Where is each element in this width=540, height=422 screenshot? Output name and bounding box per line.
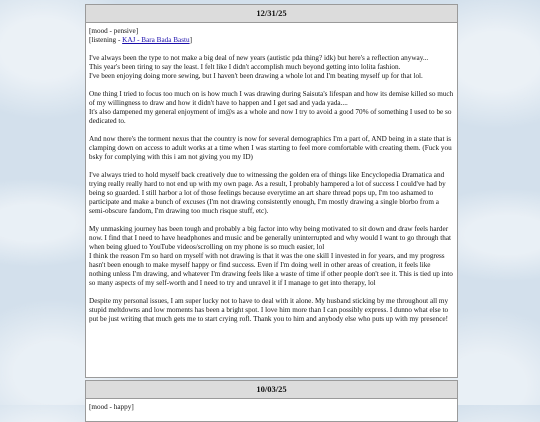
entry-paragraph: I've always tried to hold myself back creatively due to witnessing the golden era of things like Encyclopedia Dramatica and trying really really hard to not end up with my own page. As a result, I probably hampered a lot of success I could've had by being so guarded. I still harbor a lot of those feelings because everytime an art share thread pops up, I'm too ashamed to participate and make a bunch of excuses (I'm not drawing consistently enough, I'm mostly drawing a single blorbo from a semi-obscure fandom, I'm drawing too much risque stuff, etc).: [89, 171, 446, 215]
mood-line: [mood - happy]: [89, 403, 134, 411]
entry-paragraph: [89, 90, 454, 126]
journal-entry: [85, 380, 458, 422]
entry-line: I've been enjoying doing more sewing, but I haven't been drawing a whole lot and I'm beating myself up for that lol.: [89, 72, 423, 80]
entry-line: I think the reason I'm so hard on myself with not drawing is that it was the one skill I invested in for years, and my progress hasn't been enough to make myself happy or find success. Even if I'm doing well in other areas of creation, it feels like nothing unless I'm drawing, and whatever I'm drawing feels like a waste of time if other people don't see it. This is tied up into so many aspects of my self-worth and I need to try and unravel it if I manage to get into therapy, lol: [89, 252, 453, 287]
entry-line: My unmasking journey has been tough and probably a big factor into why being motivated to sit down and draw feels harder now. I find that I need to have headphones and music and be generally uninterrupted and why would I want to go through that when being glued to YouTube videos/scrolling on my phone is so much easier, lol: [89, 225, 452, 251]
entry-body: [86, 23, 457, 324]
entry-paragraph: Despite my personal issues, I am super lucky not to have to deal with it alone. My husband sticking by me throughout all my stupid meltdowns and low moments has been a bright spot. I love him more than I can possibly express. I dunno what else to put be just writing that much gets me to start crying rofl. Thank you to him and anybody else who puts up with my presence!: [89, 297, 449, 323]
listening-prefix: [listening -: [89, 36, 123, 44]
entry-line: It's also dampened my general enjoyment of im@s as a whole and now I try to avoid a good 70% of something I used to be so dedicated to.: [89, 108, 452, 125]
entry-meta: [89, 27, 454, 45]
entry-line: This year's been tiring to say the least. I felt like I didn't accomplish much beyond getting into lolita fashion.: [89, 63, 401, 71]
song-link[interactable]: KAJ - Bara Bada Bastu: [122, 36, 190, 44]
listening-line: [89, 36, 454, 45]
entry-date: 12/31/25: [86, 5, 457, 23]
mood-line: [mood - pensive]: [89, 27, 139, 35]
entry-body: [86, 399, 457, 412]
entry-paragraph: And now there's the torment nexus that the country is now for several demographics I'm a part of, AND being in a state that is clamping down on access to adult works at a time when I was starting to feel more comfortable with creating them. (Fuck you bsky for complying with this i am not giving you my ID): [89, 135, 452, 161]
entry-paragraph: [89, 225, 454, 288]
entry-paragraph: [89, 54, 454, 81]
listening-suffix: ]: [189, 36, 193, 44]
entry-line: I've always been the type to not make a big deal of new years (autistic pda thing? idk) but here's a reflection anyway...: [89, 54, 429, 62]
journal-entry: [85, 4, 458, 378]
entry-line: One thing I tried to focus too much on is how much I was drawing during Saisuta's lifespan and how its demise killed so much of my willingness to draw and how it didn't have to happen and I get sad and yada yada....: [89, 90, 454, 107]
entry-date: 10/03/25: [86, 381, 457, 399]
